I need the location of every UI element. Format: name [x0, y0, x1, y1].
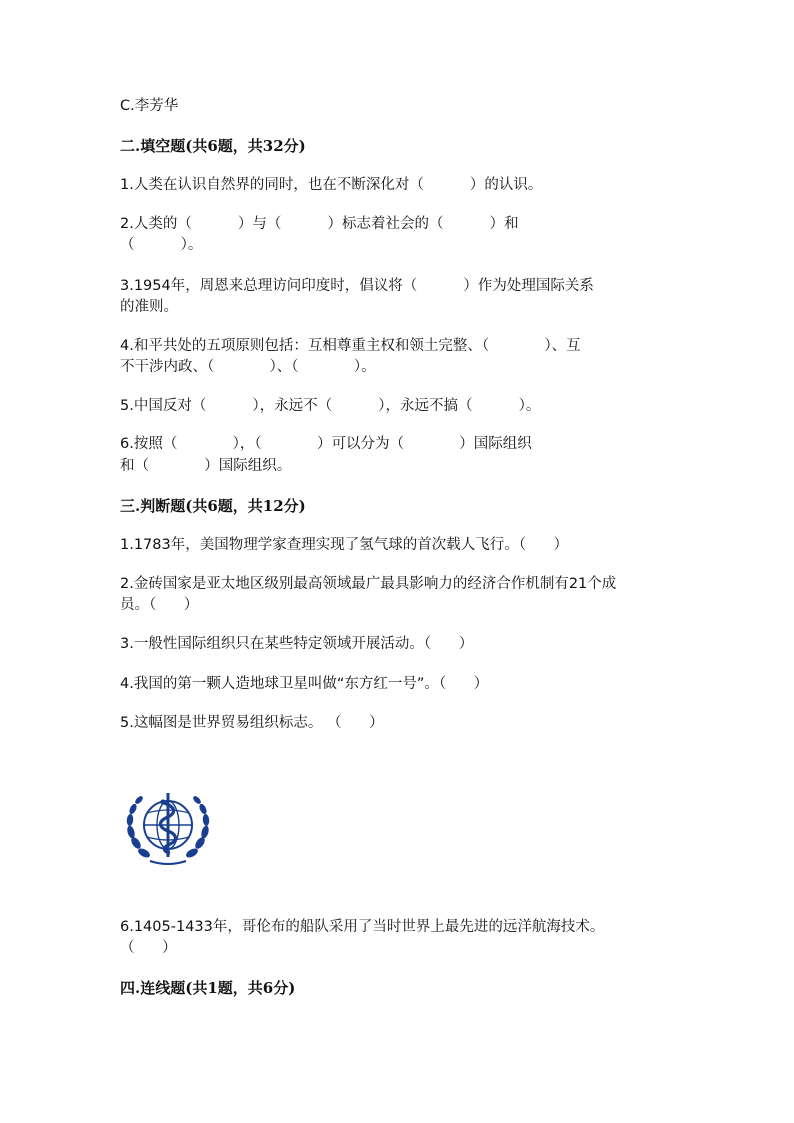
- fill-question-6: 6.按照（ ），（ ）可以分为（ ）国际组织: [120, 436, 532, 452]
- judge-question-6-cont: （ ）: [120, 940, 177, 956]
- judge-question-1: 1.1783年，美国物理学家查理实现了氢气球的首次载人飞行。（ ）: [120, 537, 569, 553]
- fill-question-3: 3.1954年，周恩来总理访问印度时，倡议将（ ）作为处理国际关系: [120, 278, 594, 294]
- section4-heading: 四.连线题(共1题，共6分): [120, 979, 296, 997]
- fill-question-4-cont: 不干涉内政、（ ）、（ ）。: [120, 359, 376, 375]
- option-c: C.李芳华: [120, 98, 179, 114]
- section2-heading: 二.填空题(共6题，共32分): [120, 137, 306, 155]
- judge-question-2: 2.金砖国家是亚太地区级别最高领域最广最具影响力的经济合作机制有21个成: [120, 576, 617, 592]
- fill-question-6-cont: 和（ ）国际组织。: [120, 458, 292, 474]
- fill-question-1: 1.人类在认识自然界的同时，也在不断深化对（ ）的认识。: [120, 177, 543, 193]
- judge-question-6: 6.1405-1433年，哥伦布的船队采用了当时世界上最先进的远洋航海技术。: [120, 919, 605, 935]
- who-emblem-icon: [124, 787, 212, 869]
- judge-question-5: 5.这幅图是世界贸易组织标志。 （ ）: [120, 715, 384, 731]
- judge-question-4: 4.我国的第一颗人造地球卫星叫做“东方红一号”。（ ）: [120, 676, 489, 692]
- fill-question-3-cont: 的准则。: [120, 299, 178, 315]
- judge-question-2-cont: 员。（ ）: [120, 597, 199, 613]
- fill-question-2-cont: （ ）。: [120, 237, 203, 253]
- section3-heading: 三.判断题(共6题，共12分): [120, 497, 306, 515]
- fill-question-2: 2.人类的（ ）与（ ）标志着社会的（ ）和: [120, 216, 519, 232]
- fill-question-4: 4.和平共处的五项原则包括：互相尊重主权和领土完整、（ ）、互: [120, 338, 581, 354]
- fill-question-5: 5.中国反对（ ），永远不（ ），永远不搞（ ）。: [120, 398, 541, 414]
- judge-question-3: 3.一般性国际组织只在某些特定领域开展活动。（ ）: [120, 636, 474, 652]
